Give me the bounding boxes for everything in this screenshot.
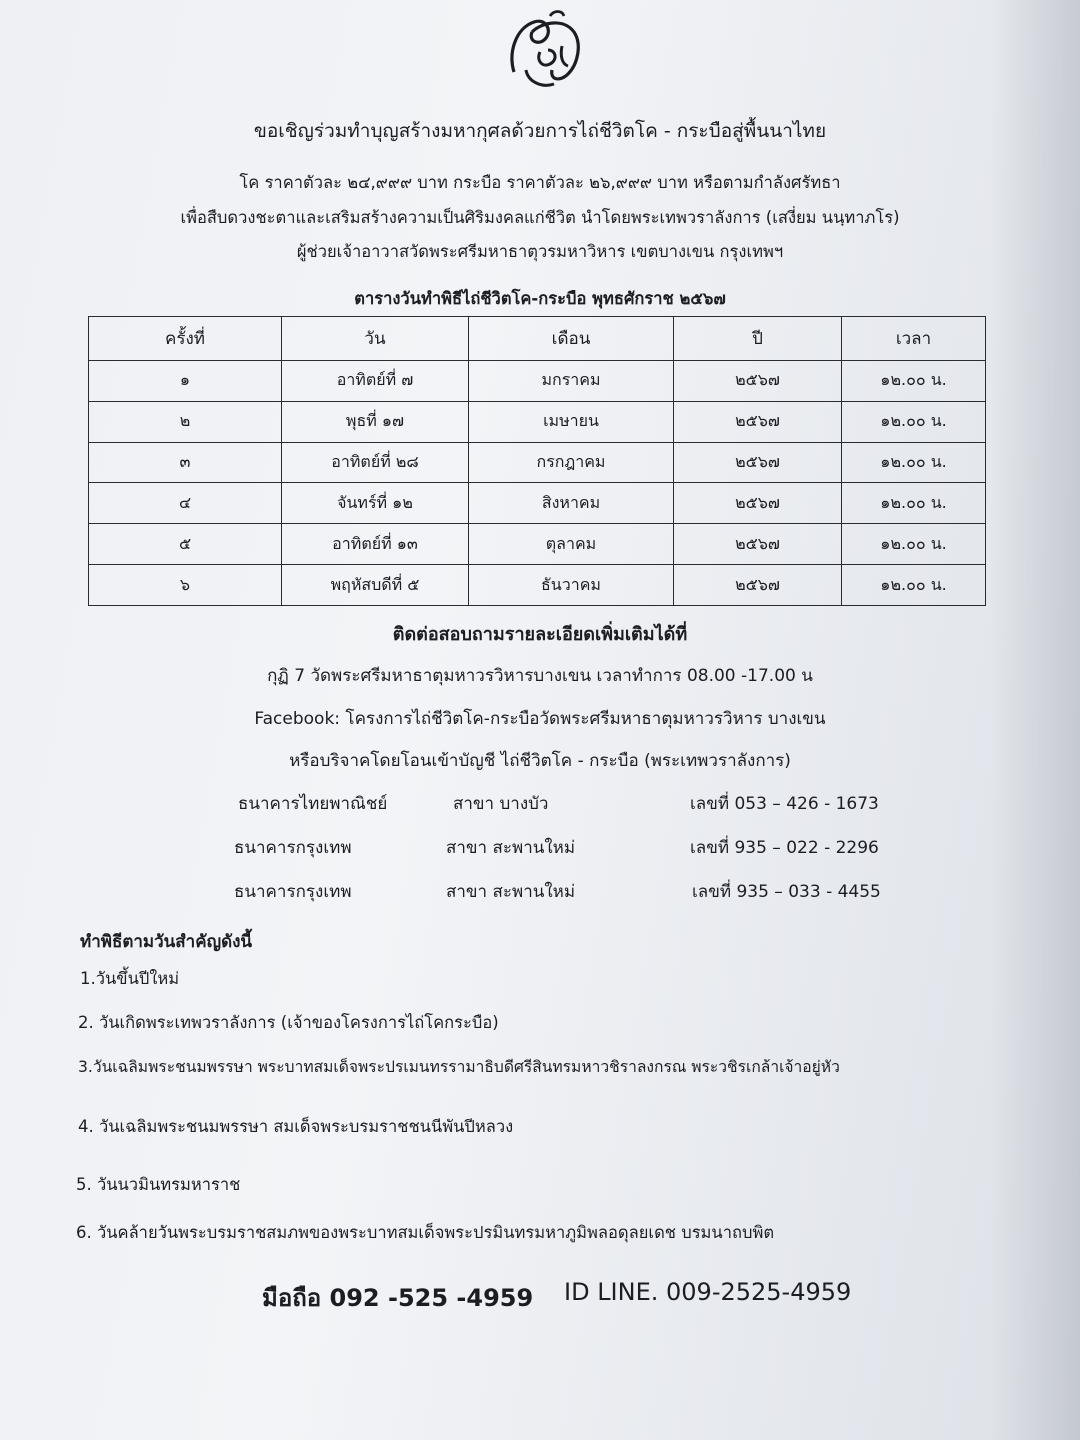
bank-branch: สาขา บางบัว xyxy=(453,794,549,814)
schedule-table xyxy=(88,316,986,606)
cell-year: ๒๕๖๗ xyxy=(674,442,842,483)
cell-day: พฤหัสบดีที่ ๕ xyxy=(282,565,469,606)
table-row xyxy=(89,401,986,442)
page-title: ขอเชิญร่วมทำบุญสร้างมหากุศลด้วยการไถ่ชีวิตโค - กระบือสู่พื้นนาไทย xyxy=(253,120,827,142)
cell-month: ตุลาคม xyxy=(469,524,674,565)
cell-round: ๑ xyxy=(89,360,282,401)
cell-day: จันทร์ที่ ๑๒ xyxy=(282,483,469,524)
ceremonies-title: ทำพิธีตามวันสำคัญดังนี้ xyxy=(80,932,253,952)
schedule-title: ตารางวันทำพิธีไถ่ชีวิตโค-กระบือ พุทธศักราช ๒๕๖๗ xyxy=(354,289,726,308)
cell-month: กรกฎาคม xyxy=(469,442,674,483)
cell-time: ๑๒.๐๐ น. xyxy=(842,483,986,524)
cell-round: ๒ xyxy=(89,401,282,442)
header-time: เวลา xyxy=(842,317,986,361)
cell-month: เมษายน xyxy=(469,401,674,442)
cell-month: สิงหาคม xyxy=(469,483,674,524)
cell-month: ธันวาคม xyxy=(469,565,674,606)
cell-year: ๒๕๖๗ xyxy=(674,360,842,401)
list-item: 6. วันคล้ายวันพระบรมราชสมภพของพระบาทสมเด็จพระปรมินทรมหาภูมิพลอดุลยเดช บรมนาถบพิต xyxy=(76,1223,775,1242)
contact-title: ติดต่อสอบถามรายละเอียดเพิ่มเติมได้ที่ xyxy=(392,624,688,645)
bank-account-number: เลขที่ 935 – 033 - 4455 xyxy=(692,882,881,902)
bank-name: ธนาคารกรุงเทพ xyxy=(234,882,352,902)
assistant-abbot-line: ผู้ช่วยเจ้าอาวาสวัดพระศรีมหาธาตุวรมหาวิหาร เขตบางเขน กรุงเทพฯ xyxy=(296,242,784,261)
cell-round: ๕ xyxy=(89,524,282,565)
cell-day: อาทิตย์ที่ ๗ xyxy=(282,360,469,401)
table-header-row xyxy=(89,317,986,361)
list-item: 4. วันเฉลิมพระชนมพรรษา สมเด็จพระบรมราชชนนีพันปีหลวง xyxy=(78,1117,514,1136)
cell-day: อาทิตย์ที่ ๒๘ xyxy=(282,442,469,483)
list-item: 1.วันขึ้นปีใหม่ xyxy=(80,969,180,988)
cell-month: มกราคม xyxy=(469,360,674,401)
cell-time: ๑๒.๐๐ น. xyxy=(842,401,986,442)
facebook-page: Facebook: โครงการไถ่ชีวิตโค-กระบือวัดพระศรีมหาธาตุมหาวรวิหาร บางเขน xyxy=(254,709,826,729)
table-row xyxy=(89,442,986,483)
bank-branch: สาขา สะพานใหม่ xyxy=(446,838,576,858)
cell-year: ๒๕๖๗ xyxy=(674,483,842,524)
table-row xyxy=(89,483,986,524)
list-item: 2. วันเกิดพระเทพวราลังการ (เจ้าของโครงการไถ่โคกระบือ) xyxy=(78,1013,499,1032)
cell-time: ๑๒.๐๐ น. xyxy=(842,442,986,483)
bank-account-number: เลขที่ 935 – 022 - 2296 xyxy=(690,838,879,858)
cell-time: ๑๒.๐๐ น. xyxy=(842,565,986,606)
list-item: 5. วันนวมินทรมหาราช xyxy=(76,1175,241,1194)
cell-year: ๒๕๖๗ xyxy=(674,565,842,606)
bank-name: ธนาคารไทยพาณิชย์ xyxy=(238,794,388,814)
bank-name: ธนาคารกรุงเทพ xyxy=(234,838,352,858)
table-row xyxy=(89,524,986,565)
header-round: ครั้งที่ xyxy=(89,317,282,361)
cell-round: ๔ xyxy=(89,483,282,524)
cell-time: ๑๒.๐๐ น. xyxy=(842,360,986,401)
cell-year: ๒๕๖๗ xyxy=(674,401,842,442)
header-day: วัน xyxy=(282,317,469,361)
bank-account-number: เลขที่ 053 – 426 - 1673 xyxy=(690,794,879,814)
temple-seal-icon xyxy=(502,8,588,94)
office-hours: กุฏิ 7 วัดพระศรีมหาธาตุมหาวรวิหารบางเขน เวลาทำการ 08.00 -17.00 น xyxy=(267,666,813,686)
cell-day: พุธที่ ๑๗ xyxy=(282,401,469,442)
cell-round: ๓ xyxy=(89,442,282,483)
header-year: ปี xyxy=(674,317,842,361)
price-line: โค ราคาตัวละ ๒๔,๙๙๙ บาท กระบือ ราคาตัวละ ๒๖,๙๙๙ บาท หรือตามกำลังศรัทธา xyxy=(239,173,841,192)
list-item: 3.วันเฉลิมพระชนมพรรษา พระบาทสมเด็จพระปรเมนทรรามาธิบดีศรีสินทรมหาวชิราลงกรณ พระวชิรเกล้าเจ้าอยู่หัว xyxy=(78,1058,840,1076)
cell-day: อาทิตย์ที่ ๑๓ xyxy=(282,524,469,565)
mobile-number: มือถือ 092 -525 -4959 xyxy=(262,1284,534,1312)
table-row xyxy=(89,360,986,401)
table-row xyxy=(89,565,986,606)
purpose-line: เพื่อสืบดวงชะตาและเสริมสร้างความเป็นศิริมงคลแก่ชีวิต นำโดยพระเทพวราลังการ (เสงี่ยม นนฺทาภโร) xyxy=(180,208,900,227)
cell-year: ๒๕๖๗ xyxy=(674,524,842,565)
header-month: เดือน xyxy=(469,317,674,361)
cell-time: ๑๒.๐๐ น. xyxy=(842,524,986,565)
donation-account-title: หรือบริจาคโดยโอนเข้าบัญชี ไถ่ชีวิตโค - กระบือ (พระเทพวราลังการ) xyxy=(289,751,791,771)
cell-round: ๖ xyxy=(89,565,282,606)
bank-branch: สาขา สะพานใหม่ xyxy=(446,882,576,902)
line-id: ID LINE. 009-2525-4959 xyxy=(564,1278,852,1306)
